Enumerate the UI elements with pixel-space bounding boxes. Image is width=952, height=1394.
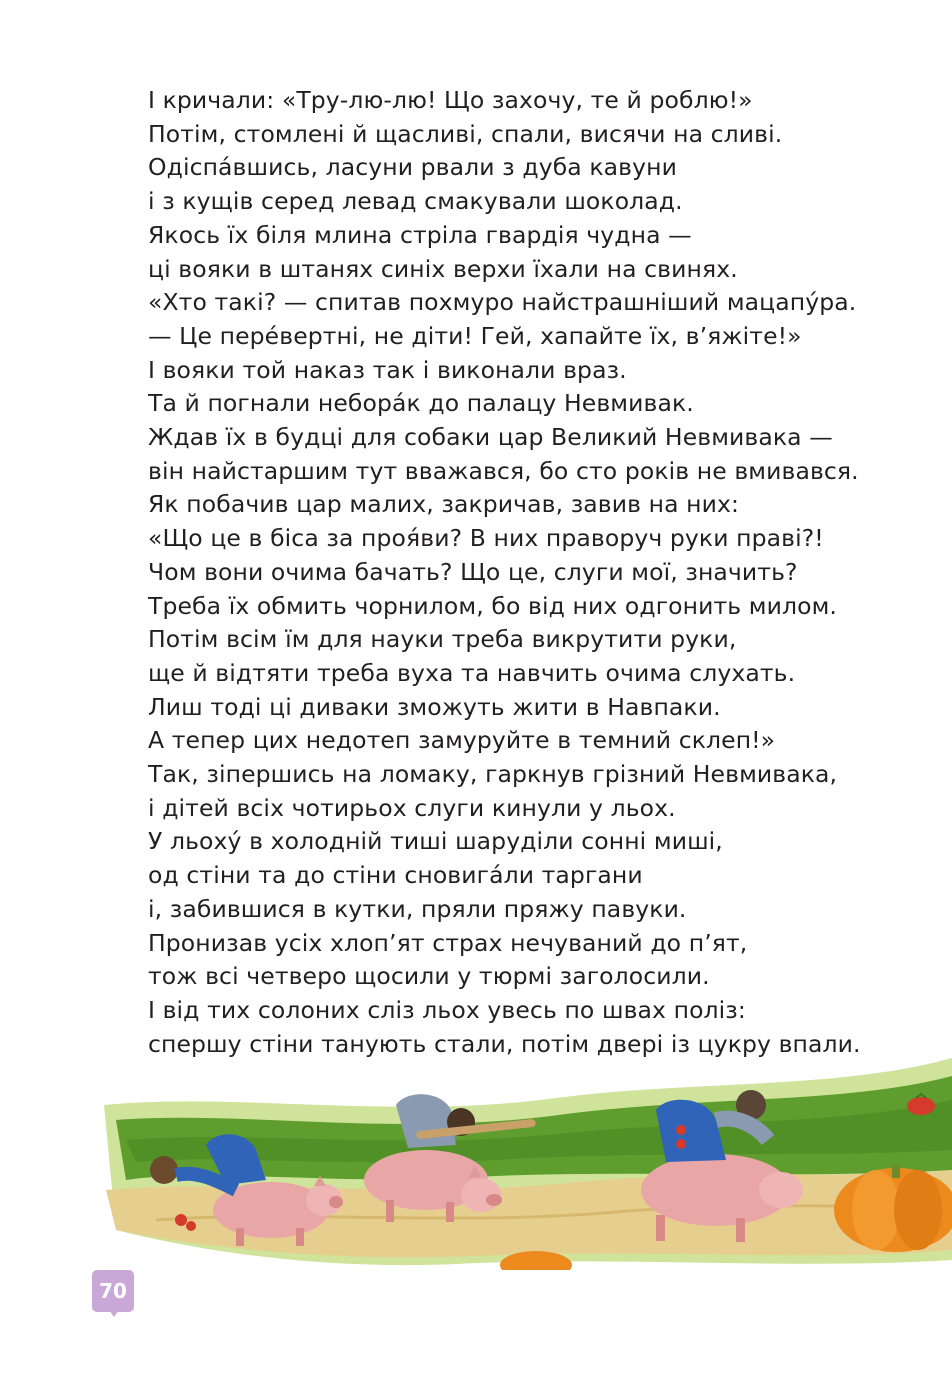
page-number: 70 (99, 1279, 127, 1303)
poem-line: од стіни та до стіни сновига́ли таргани (148, 861, 643, 890)
poem-line: Чом вони очима бачать? Що це, слуги мої, значить? (148, 557, 798, 586)
poem-line: Так, зіпершись на ломаку, гаркнув грізний Невмивака, (148, 760, 838, 789)
poem-line: Треба їх обмить чорнилом, бо від них одгонить милом. (148, 591, 838, 620)
poem-line: і дітей всіх чотирьох слуги кинули у льох. (148, 793, 676, 822)
poem-line: «Хто такі? — спитав похмуро найстрашніший мацапу́ра. (148, 288, 857, 317)
page-number-badge (92, 1270, 134, 1318)
poem-line: він найстаршим тут вважався, бо сто років не вмивався. (148, 456, 859, 485)
poem-line: І від тих солоних сліз льох увесь по швах поліз: (148, 995, 746, 1024)
poem-line: ще й відтяти треба вуха та навчить очима слухать. (148, 658, 796, 687)
poem-line: Лиш тоді ці диваки зможуть жити в Навпаки. (148, 692, 721, 721)
poem-line: І кричали: «Тру-лю-лю! Що захочу, те й роблю!» (148, 86, 753, 114)
poem-line: Ждав їх в будці для собаки цар Великий Невмивака — (148, 423, 833, 452)
poem-line: І вояки той наказ так і виконали враз. (148, 355, 627, 384)
illustration (96, 1050, 952, 1270)
poem-line: «Що це в біса за проя́ви? В них праворуч руки праві?! (148, 524, 824, 553)
poem-line: спершу стіни танують стали, потім двері із цукру впали. (148, 1029, 861, 1058)
poem-line: Потім всім їм для науки треба викрутити руки, (148, 625, 737, 654)
poem-line: У льоху́ в холодній тиші шаруділи сонні миші, (148, 827, 723, 856)
poem-text (148, 84, 908, 1061)
poem-line: Якось їх біля млина стріла гвардія чудна — (148, 220, 692, 249)
poem-line: Одіспа́вшись, ласуни рвали з дуба кавуни (148, 153, 677, 182)
poem-line: і, забившися в кутки, пряли пряжу павуки. (148, 894, 687, 923)
poem-line: Потім, стомлені й щасливі, спали, висячи на сливі. (148, 119, 783, 148)
poem-line: — Це пере́вертні, не діти! Гей, хапайте їх, в’яжіте!» (148, 321, 802, 350)
poem-line: Як побачив цар малих, закричав, завив на них: (148, 490, 740, 519)
poem-line: ці вояки в штанях синіх верхи їхали на свинях. (148, 254, 738, 283)
poem-line: тож всі четверо щосили у тюрмі заголосили. (148, 962, 710, 991)
poem-line: Пронизав усіх хлоп’ят страх нечуваний до п’ят, (148, 928, 748, 957)
poem-line: А тепер цих недотеп замуруйте в темний склеп!» (148, 726, 776, 755)
poem-line: Та й погнали небора́к до палацу Невмивак. (148, 389, 694, 418)
poem-line: і з кущів серед левад смакували шоколад. (148, 187, 683, 216)
